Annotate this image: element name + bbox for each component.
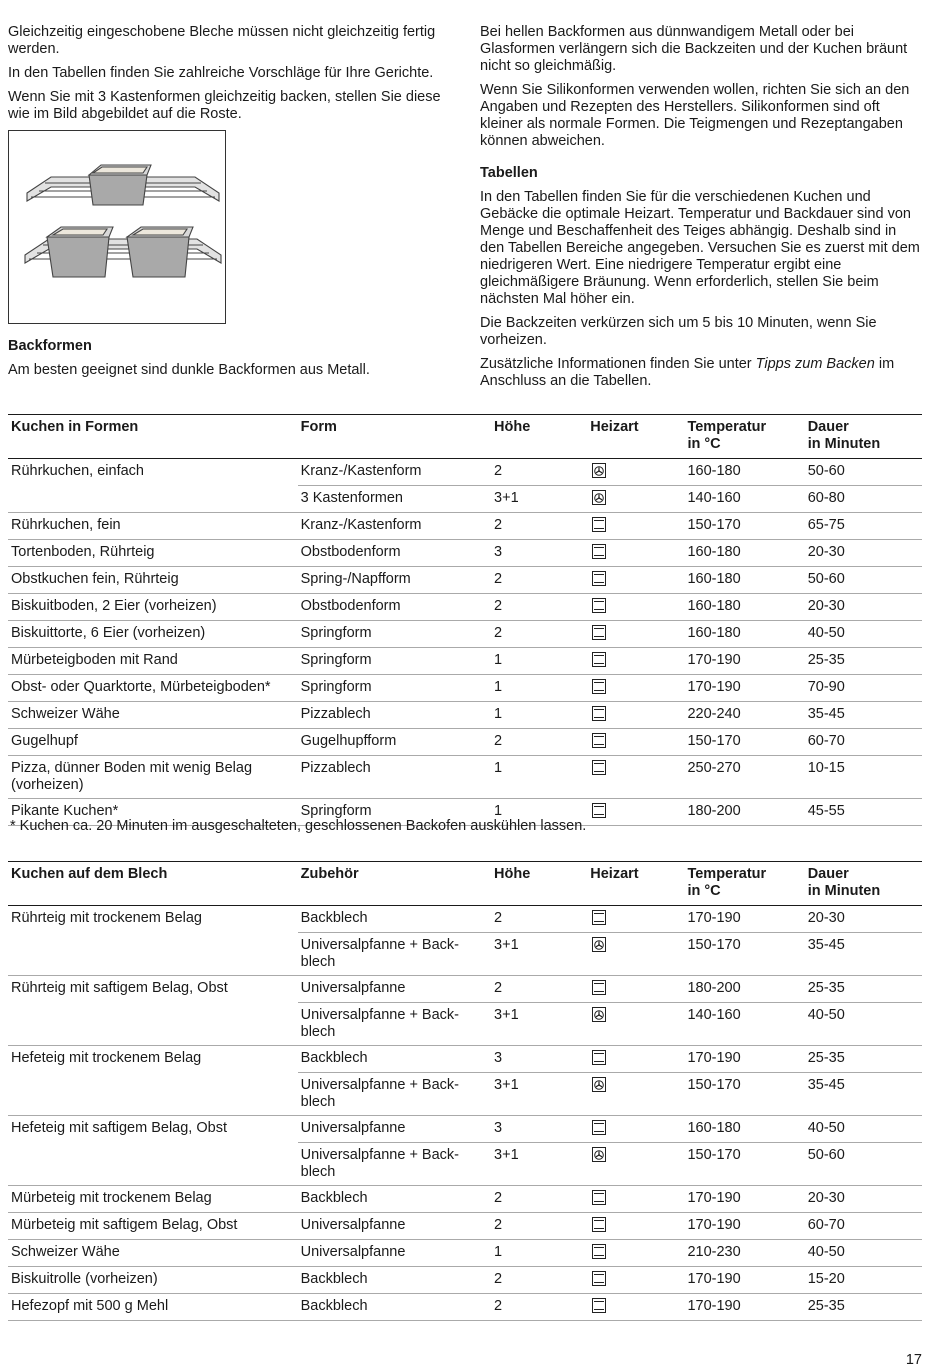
column-header: Temperatur in °C xyxy=(684,415,804,459)
table-row xyxy=(8,756,922,799)
top-bottom-heat-icon xyxy=(592,760,606,775)
column-header: Höhe xyxy=(491,862,587,906)
level-cell: 2 xyxy=(491,1294,587,1321)
form-cell: Universalpfanne xyxy=(298,1116,491,1143)
temperature-cell: 160-180 xyxy=(684,1116,804,1143)
form-cell: Springform xyxy=(298,621,491,648)
table-row xyxy=(8,513,922,540)
heating-mode-cell xyxy=(587,513,684,540)
temperature-cell: 150-170 xyxy=(684,729,804,756)
temperature-cell: 170-190 xyxy=(684,1294,804,1321)
heating-mode-cell xyxy=(587,702,684,729)
heating-mode-cell xyxy=(587,729,684,756)
top-bottom-heat-icon xyxy=(592,571,606,586)
hot-air-fan-icon xyxy=(592,463,606,478)
temperature-cell: 160-180 xyxy=(684,567,804,594)
cakes-in-tins-table xyxy=(8,414,922,826)
temperature-cell: 170-190 xyxy=(684,675,804,702)
table-row xyxy=(8,976,922,1003)
cake-name-cell: Rührkuchen, einfach xyxy=(11,463,144,479)
temperature-cell: 170-190 xyxy=(684,648,804,675)
table-row xyxy=(8,1003,922,1046)
paragraph: Gleichzeitig eingeschobene Bleche müssen nicht gleichzeitig fertig werden. xyxy=(8,24,436,57)
table-row xyxy=(8,906,922,933)
level-cell: 2 xyxy=(491,567,587,594)
backformen-heading: Backformen xyxy=(8,338,92,354)
level-cell: 1 xyxy=(491,702,587,729)
heating-mode-cell xyxy=(587,648,684,675)
form-cell: Universalpfanne + Backblech xyxy=(298,933,491,976)
top-bottom-heat-icon xyxy=(592,1244,606,1259)
level-cell: 2 xyxy=(491,1267,587,1294)
paragraph: Die Backzeiten verkürzen sich um 5 bis 10 Minuten, wenn Sie vorheizen. xyxy=(480,315,877,348)
hot-air-fan-icon xyxy=(592,490,606,505)
duration-cell: 10-15 xyxy=(805,756,922,799)
level-cell: 1 xyxy=(491,799,587,826)
form-cell: Universalpfanne xyxy=(298,976,491,1003)
temperature-cell: 150-170 xyxy=(684,513,804,540)
top-bottom-heat-icon xyxy=(592,625,606,640)
top-bottom-heat-icon xyxy=(592,1271,606,1286)
duration-cell: 40-50 xyxy=(805,621,922,648)
heating-mode-cell xyxy=(587,1267,684,1294)
text: Zusätzliche Informationen finden Sie unter xyxy=(480,356,756,372)
table-row xyxy=(8,729,922,756)
form-cell: Pizzablech xyxy=(298,702,491,729)
duration-cell: 35-45 xyxy=(805,1073,922,1116)
duration-cell: 20-30 xyxy=(805,594,922,621)
duration-cell: 50-60 xyxy=(805,1143,922,1186)
heating-mode-cell xyxy=(587,1116,684,1143)
table-row xyxy=(8,933,922,976)
heating-mode-cell xyxy=(587,1213,684,1240)
level-cell: 2 xyxy=(491,513,587,540)
level-cell: 1 xyxy=(491,756,587,799)
table-row xyxy=(8,702,922,729)
level-cell: 2 xyxy=(491,729,587,756)
heating-mode-cell xyxy=(587,459,684,486)
form-cell: Kranz-/Kastenform xyxy=(298,513,491,540)
level-cell: 2 xyxy=(491,1213,587,1240)
column-header: Form xyxy=(298,415,491,459)
cake-name-cell: Biskuittorte, 6 Eier (vorheizen) xyxy=(8,621,298,648)
form-cell: Backblech xyxy=(298,1186,491,1213)
form-cell: Backblech xyxy=(298,1046,491,1073)
level-cell: 2 xyxy=(491,976,587,1003)
heating-mode-cell xyxy=(587,1186,684,1213)
column-header: Höhe xyxy=(491,415,587,459)
heating-mode-cell xyxy=(587,1073,684,1116)
top-bottom-heat-icon xyxy=(592,980,606,995)
cake-name-cell: Mürbeteig mit trockenem Belag xyxy=(8,1186,298,1213)
cake-name-cell: Biskuitrolle (vorheizen) xyxy=(8,1267,298,1294)
level-cell: 2 xyxy=(491,459,587,486)
form-cell: Universalpfanne + Backblech xyxy=(298,1073,491,1116)
sheet-cakes-table xyxy=(8,861,922,1321)
table-row xyxy=(8,1213,922,1240)
hot-air-fan-icon xyxy=(592,937,606,952)
temperature-cell: 150-170 xyxy=(684,1143,804,1186)
racks-drawing xyxy=(9,131,225,323)
column-header: Kuchen in Formen xyxy=(8,415,298,459)
temperature-cell: 160-180 xyxy=(684,621,804,648)
duration-cell: 70-90 xyxy=(805,675,922,702)
cake-name-cell: Hefeteig mit trockenem Belag xyxy=(11,1050,202,1066)
duration-cell: 50-60 xyxy=(805,459,922,486)
top-bottom-heat-icon xyxy=(592,1217,606,1232)
table-row xyxy=(8,594,922,621)
cake-name-cell: Pikante Kuchen* xyxy=(8,799,298,826)
cake-name-cell: Mürbeteigboden mit Rand xyxy=(8,648,298,675)
level-cell: 3+1 xyxy=(491,1143,587,1186)
paragraph: Am besten geeignet sind dunkle Backformen aus Metall. xyxy=(8,362,370,378)
tabellen-heading: Tabellen xyxy=(480,165,538,181)
form-cell: 3 Kastenformen xyxy=(298,486,491,513)
baking-tins-on-racks-illustration xyxy=(8,130,226,324)
form-cell: Universalpfanne + Backblech xyxy=(298,1003,491,1046)
cake-name-cell: Tortenboden, Rührteig xyxy=(8,540,298,567)
duration-cell: 20-30 xyxy=(805,906,922,933)
cake-name-cell: Obstkuchen fein, Rührteig xyxy=(8,567,298,594)
form-cell: Universalpfanne xyxy=(298,1240,491,1267)
temperature-cell: 220-240 xyxy=(684,702,804,729)
temperature-cell: 170-190 xyxy=(684,1046,804,1073)
duration-cell: 25-35 xyxy=(805,648,922,675)
top-bottom-heat-icon xyxy=(592,679,606,694)
top-bottom-heat-icon xyxy=(592,652,606,667)
paragraph: In den Tabellen finden Sie für die verschiedenen Kuchen und Gebäcke die optimale Heizart. Temperatur und Backdauer sind von Menge und Beschaffenheit des Teiges abhängig. Deshalb sind in den Tabellen Bereiche angegeben. Versuchen Sie es zuerst mit dem niedrigeren Wert. Eine niedrigere Temperatur ergibt eine gleichmäßigere Bräunung. Wenn erforderlich, stellen Sie beim nächsten Mal höher ein. xyxy=(480,189,920,307)
page-number: 17 xyxy=(905,1352,922,1368)
cake-name-cell: Obst- oder Quarktorte, Mürbeteigboden* xyxy=(8,675,298,702)
table-row xyxy=(8,1186,922,1213)
heating-mode-cell xyxy=(587,675,684,702)
level-cell: 3 xyxy=(491,1116,587,1143)
duration-cell: 35-45 xyxy=(805,702,922,729)
table-row xyxy=(8,621,922,648)
heating-mode-cell xyxy=(587,540,684,567)
level-cell: 3 xyxy=(491,1046,587,1073)
duration-cell: 20-30 xyxy=(805,540,922,567)
table-row xyxy=(8,567,922,594)
cake-name-cell: Rührkuchen, fein xyxy=(8,513,298,540)
cake-name-cell xyxy=(8,1003,298,1046)
text: im Anschluss an die Tabellen. xyxy=(480,356,895,389)
paragraph xyxy=(480,356,920,390)
heating-mode-cell xyxy=(587,933,684,976)
paragraph: Wenn Sie mit 3 Kastenformen gleichzeitig backen, stellen Sie diese wie im Bild abgebildet auf die Roste. xyxy=(8,89,441,122)
cake-name-cell: Pizza, dünner Boden mit wenig Belag (vorheizen) xyxy=(8,756,298,799)
footnote: * Kuchen ca. 20 Minuten im ausgeschalteten, geschlossenen Backofen auskühlen lassen. xyxy=(10,818,587,834)
table-row xyxy=(8,459,922,486)
column-header: Kuchen auf dem Blech xyxy=(8,862,298,906)
top-bottom-heat-icon xyxy=(592,1050,606,1065)
form-cell: Backblech xyxy=(298,1267,491,1294)
cake-name-cell: Hefeteig mit saftigem Belag, Obst xyxy=(11,1120,227,1136)
hot-air-fan-icon xyxy=(592,1147,606,1162)
temperature-cell: 170-190 xyxy=(684,906,804,933)
cake-name-cell: Rührteig mit trockenem Belag xyxy=(11,910,202,926)
cake-name-cell: Schweizer Wähe xyxy=(8,702,298,729)
right-column xyxy=(480,24,920,397)
top-bottom-heat-icon xyxy=(592,598,606,613)
form-cell: Backblech xyxy=(298,906,491,933)
temperature-cell: 140-160 xyxy=(684,1003,804,1046)
form-cell: Gugelhupfform xyxy=(298,729,491,756)
form-cell: Springform xyxy=(298,648,491,675)
form-cell: Springform xyxy=(298,799,491,826)
table-row xyxy=(8,1240,922,1267)
cake-name-cell: Biskuitboden, 2 Eier (vorheizen) xyxy=(8,594,298,621)
heating-mode-cell xyxy=(587,486,684,513)
top-bottom-heat-icon xyxy=(592,1298,606,1313)
top-bottom-heat-icon xyxy=(592,1190,606,1205)
table-row xyxy=(8,486,922,513)
duration-cell: 50-60 xyxy=(805,567,922,594)
heating-mode-cell xyxy=(587,1294,684,1321)
heating-mode-cell xyxy=(587,756,684,799)
form-cell: Backblech xyxy=(298,1294,491,1321)
temperature-cell: 160-180 xyxy=(684,594,804,621)
table-header-row xyxy=(8,862,922,906)
top-bottom-heat-icon xyxy=(592,733,606,748)
table-row xyxy=(8,1046,922,1073)
temperature-cell: 170-190 xyxy=(684,1186,804,1213)
level-cell: 1 xyxy=(491,675,587,702)
form-cell: Spring-/Napfform xyxy=(298,567,491,594)
column-header: Heizart xyxy=(587,862,684,906)
table-row xyxy=(8,675,922,702)
temperature-cell: 170-190 xyxy=(684,1213,804,1240)
cake-name-cell: Mürbeteig mit saftigem Belag, Obst xyxy=(8,1213,298,1240)
level-cell: 3+1 xyxy=(491,933,587,976)
hot-air-fan-icon xyxy=(592,1007,606,1022)
level-cell: 3+1 xyxy=(491,486,587,513)
form-cell: Springform xyxy=(298,675,491,702)
table-row xyxy=(8,1073,922,1116)
table-header-row xyxy=(8,415,922,459)
heating-mode-cell xyxy=(587,567,684,594)
top-bottom-heat-icon xyxy=(592,1120,606,1135)
cake-name-cell xyxy=(8,933,298,976)
duration-cell: 40-50 xyxy=(805,1240,922,1267)
level-cell: 1 xyxy=(491,1240,587,1267)
heating-mode-cell xyxy=(587,1046,684,1073)
table-row xyxy=(8,1116,922,1143)
level-cell: 2 xyxy=(491,906,587,933)
duration-cell: 40-50 xyxy=(805,1116,922,1143)
hot-air-fan-icon xyxy=(592,1077,606,1092)
form-cell: Obstbodenform xyxy=(298,594,491,621)
level-cell: 2 xyxy=(491,1186,587,1213)
level-cell: 1 xyxy=(491,648,587,675)
temperature-cell: 250-270 xyxy=(684,756,804,799)
duration-cell: 60-80 xyxy=(805,486,922,513)
temperature-cell: 180-200 xyxy=(684,799,804,826)
cross-reference: Tipps zum Backen xyxy=(755,356,875,372)
paragraph: Wenn Sie Silikonformen verwenden wollen, richten Sie sich an den Angaben und Rezepten des Herstellers. Silikonformen sind oft kleiner als normale Formen. Die Teigmengen und Rezeptangaben können abweichen. xyxy=(480,82,910,149)
heating-mode-cell xyxy=(587,1143,684,1186)
level-cell: 2 xyxy=(491,594,587,621)
paragraph: In den Tabellen finden Sie zahlreiche Vorschläge für Ihre Gerichte. xyxy=(8,65,434,81)
heating-mode-cell xyxy=(587,1240,684,1267)
temperature-cell: 160-180 xyxy=(684,540,804,567)
level-cell: 2 xyxy=(491,621,587,648)
duration-cell: 25-35 xyxy=(805,1294,922,1321)
duration-cell: 45-55 xyxy=(805,799,922,826)
column-header: Zubehör xyxy=(298,862,491,906)
heating-mode-cell xyxy=(587,621,684,648)
temperature-cell: 150-170 xyxy=(684,933,804,976)
duration-cell: 20-30 xyxy=(805,1186,922,1213)
top-bottom-heat-icon xyxy=(592,910,606,925)
cake-name-cell: Hefezopf mit 500 g Mehl xyxy=(8,1294,298,1321)
duration-cell: 60-70 xyxy=(805,729,922,756)
cake-name-cell: Gugelhupf xyxy=(8,729,298,756)
heating-mode-cell xyxy=(587,906,684,933)
duration-cell: 65-75 xyxy=(805,513,922,540)
level-cell: 3+1 xyxy=(491,1073,587,1116)
table-row xyxy=(8,1143,922,1186)
heating-mode-cell xyxy=(587,976,684,1003)
temperature-cell: 140-160 xyxy=(684,486,804,513)
form-cell: Universalpfanne xyxy=(298,1213,491,1240)
form-cell: Kranz-/Kastenform xyxy=(298,459,491,486)
temperature-cell: 180-200 xyxy=(684,976,804,1003)
level-cell: 3+1 xyxy=(491,1003,587,1046)
top-bottom-heat-icon xyxy=(592,517,606,532)
heating-mode-cell xyxy=(587,1003,684,1046)
duration-cell: 40-50 xyxy=(805,1003,922,1046)
level-cell: 3 xyxy=(491,540,587,567)
temperature-cell: 170-190 xyxy=(684,1267,804,1294)
heating-mode-cell xyxy=(587,799,684,826)
top-bottom-heat-icon xyxy=(592,706,606,721)
table-row xyxy=(8,1267,922,1294)
top-bottom-heat-icon xyxy=(592,803,606,818)
cake-name-cell xyxy=(8,1073,298,1116)
temperature-cell: 210-230 xyxy=(684,1240,804,1267)
table-row xyxy=(8,1294,922,1321)
column-header: Dauer in Minuten xyxy=(805,415,922,459)
column-header: Dauer in Minuten xyxy=(805,862,922,906)
temperature-cell: 150-170 xyxy=(684,1073,804,1116)
form-cell: Pizzablech xyxy=(298,756,491,799)
duration-cell: 15-20 xyxy=(805,1267,922,1294)
table-row xyxy=(8,540,922,567)
temperature-cell: 160-180 xyxy=(684,459,804,486)
cake-name-cell: Rührteig mit saftigem Belag, Obst xyxy=(11,980,228,996)
cake-name-cell xyxy=(8,1143,298,1186)
duration-cell: 25-35 xyxy=(805,1046,922,1073)
duration-cell: 35-45 xyxy=(805,933,922,976)
table-row xyxy=(8,648,922,675)
left-column xyxy=(8,24,448,386)
form-cell: Obstbodenform xyxy=(298,540,491,567)
duration-cell: 60-70 xyxy=(805,1213,922,1240)
column-header: Temperatur in °C xyxy=(684,862,804,906)
form-cell: Universalpfanne + Backblech xyxy=(298,1143,491,1186)
heating-mode-cell xyxy=(587,594,684,621)
duration-cell: 25-35 xyxy=(805,976,922,1003)
cake-name-cell: Schweizer Wähe xyxy=(8,1240,298,1267)
paragraph: Bei hellen Backformen aus dünnwandigem Metall oder bei Glasformen verlängern sich die Backzeiten und der Kuchen bräunt nicht so gleichmäßig. xyxy=(480,24,908,74)
column-header: Heizart xyxy=(587,415,684,459)
top-bottom-heat-icon xyxy=(592,544,606,559)
cake-name-cell xyxy=(8,486,298,513)
